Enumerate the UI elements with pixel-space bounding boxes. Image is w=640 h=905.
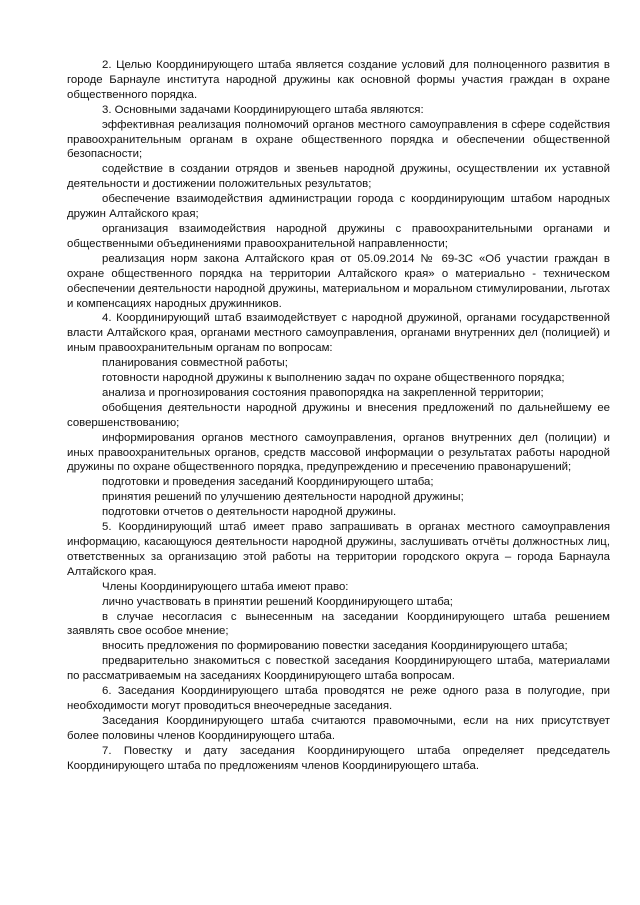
- paragraph-task-2: содействие в создании отрядов и звеньев народной дружины, осуществлении их уставной деятельности и достижении положительных результатов;: [67, 163, 610, 191]
- paragraph-rights-request: 5. Координирующий штаб имеет право запрашивать в органах местного самоуправления информацию, касающуюся деятельности народной дружины, заслушивать отчёты должностных лиц, ответственных за организацию этой работы на территории городского округа – города Барнаула Алтайского края.: [67, 521, 610, 578]
- paragraph-goal: 2. Целью Координирующего штаба является создание условий для полноценного развития в городе Барнауле института народной дружины как основной формы участия граждан в охране общественного порядка.: [67, 59, 610, 101]
- paragraph-interaction-item-6: подготовки и проведения заседаний Координирующего штаба;: [102, 476, 434, 489]
- paragraph-tasks-heading: 3. Основными задачами Координирующего штаба являются:: [102, 103, 424, 116]
- paragraph-interaction-item-1: планирования совместной работы;: [102, 357, 288, 370]
- paragraph-meetings-frequency: 6. Заседания Координирующего штаба проводятся не реже одного раза в полугодие, при необходимости могут проводиться внеочередные заседания.: [67, 685, 610, 712]
- document-page: [67, 58, 610, 774]
- paragraph-member-right-3: вносить предложения по формированию повестки заседания Координирующего штаба;: [102, 640, 568, 653]
- paragraph-interaction-item-8: подготовки отчетов о деятельности народной дружины.: [102, 506, 397, 519]
- paragraph-interaction: 4. Координирующий штаб взаимодействует с народной дружиной, органами государственной власти Алтайского края, органами местного самоуправления, органами внутренних дел (полицией) и иным правоохранительным органам по вопросам:: [67, 312, 610, 355]
- paragraph-agenda: 7. Повестку и дату заседания Координирующего штаба определяет председатель Координирующего штаба по предложениям членов Координирующего штаба.: [67, 744, 610, 772]
- paragraph-interaction-item-4: обобщения деятельности народной дружины и внесения предложений по дальнейшему ее совершенствованию;: [67, 401, 610, 429]
- paragraph-task-3: обеспечение взаимодействия администрации города с координирующим штабом народных дружин Алтайского края;: [67, 193, 610, 221]
- paragraph-task-5: реализация норм закона Алтайского края от 05.09.2014 № 69-ЗС «Об участии граждан в охране общественного порядка на территории Алтайского края» о материально - техническом обеспечении деятельности народной дружины, материальном и моральном стимулировании, льготах и компенсациях народных дружинников.: [67, 252, 610, 310]
- paragraph-members-rights: Члены Координирующего штаба имеют право:: [102, 580, 349, 593]
- paragraph-interaction-item-5: информирования органов местного самоуправления, органов внутренних дел (полиции) и иных правоохранительных органов, средств массовой информации о результатах работы народной дружины по охране общественного порядка, предупреждению и пресечению правонарушений;: [67, 431, 610, 474]
- paragraph-member-right-2: в случае несогласия с вынесенным на заседании Координирующего штаба решением заявлять свое особое мнение;: [67, 610, 610, 638]
- paragraph-interaction-item-2: готовности народной дружины к выполнению задач по охране общественного порядка;: [102, 372, 565, 385]
- paragraph-member-right-1: лично участвовать в принятии решений Координирующего штаба;: [102, 595, 453, 608]
- paragraph-meetings-quorum: Заседания Координирующего штаба считаются правомочными, если на них присутствует более половины членов Координирующего штаба.: [67, 714, 610, 742]
- paragraph-member-right-4: предварительно знакомиться с повесткой заседания Координирующего штаба, материалами по рассматриваемым на заседаниях Координирующего штаба вопросам.: [67, 655, 610, 683]
- paragraph-task-1: эффективная реализация полномочий органов местного самоуправления в сфере содействия правоохранительным органам в охране общественного порядка и обеспечении общественной безопасности;: [67, 118, 610, 161]
- paragraph-task-4: организация взаимодействия народной дружины с правоохранительными органами и общественными объединениями правоохранительной направленности;: [67, 222, 610, 250]
- paragraph-interaction-item-3: анализа и прогнозирования состояния правопорядка на закрепленной территории;: [102, 386, 544, 399]
- paragraph-interaction-item-7: принятия решений по улучшению деятельности народной дружины;: [102, 491, 464, 504]
